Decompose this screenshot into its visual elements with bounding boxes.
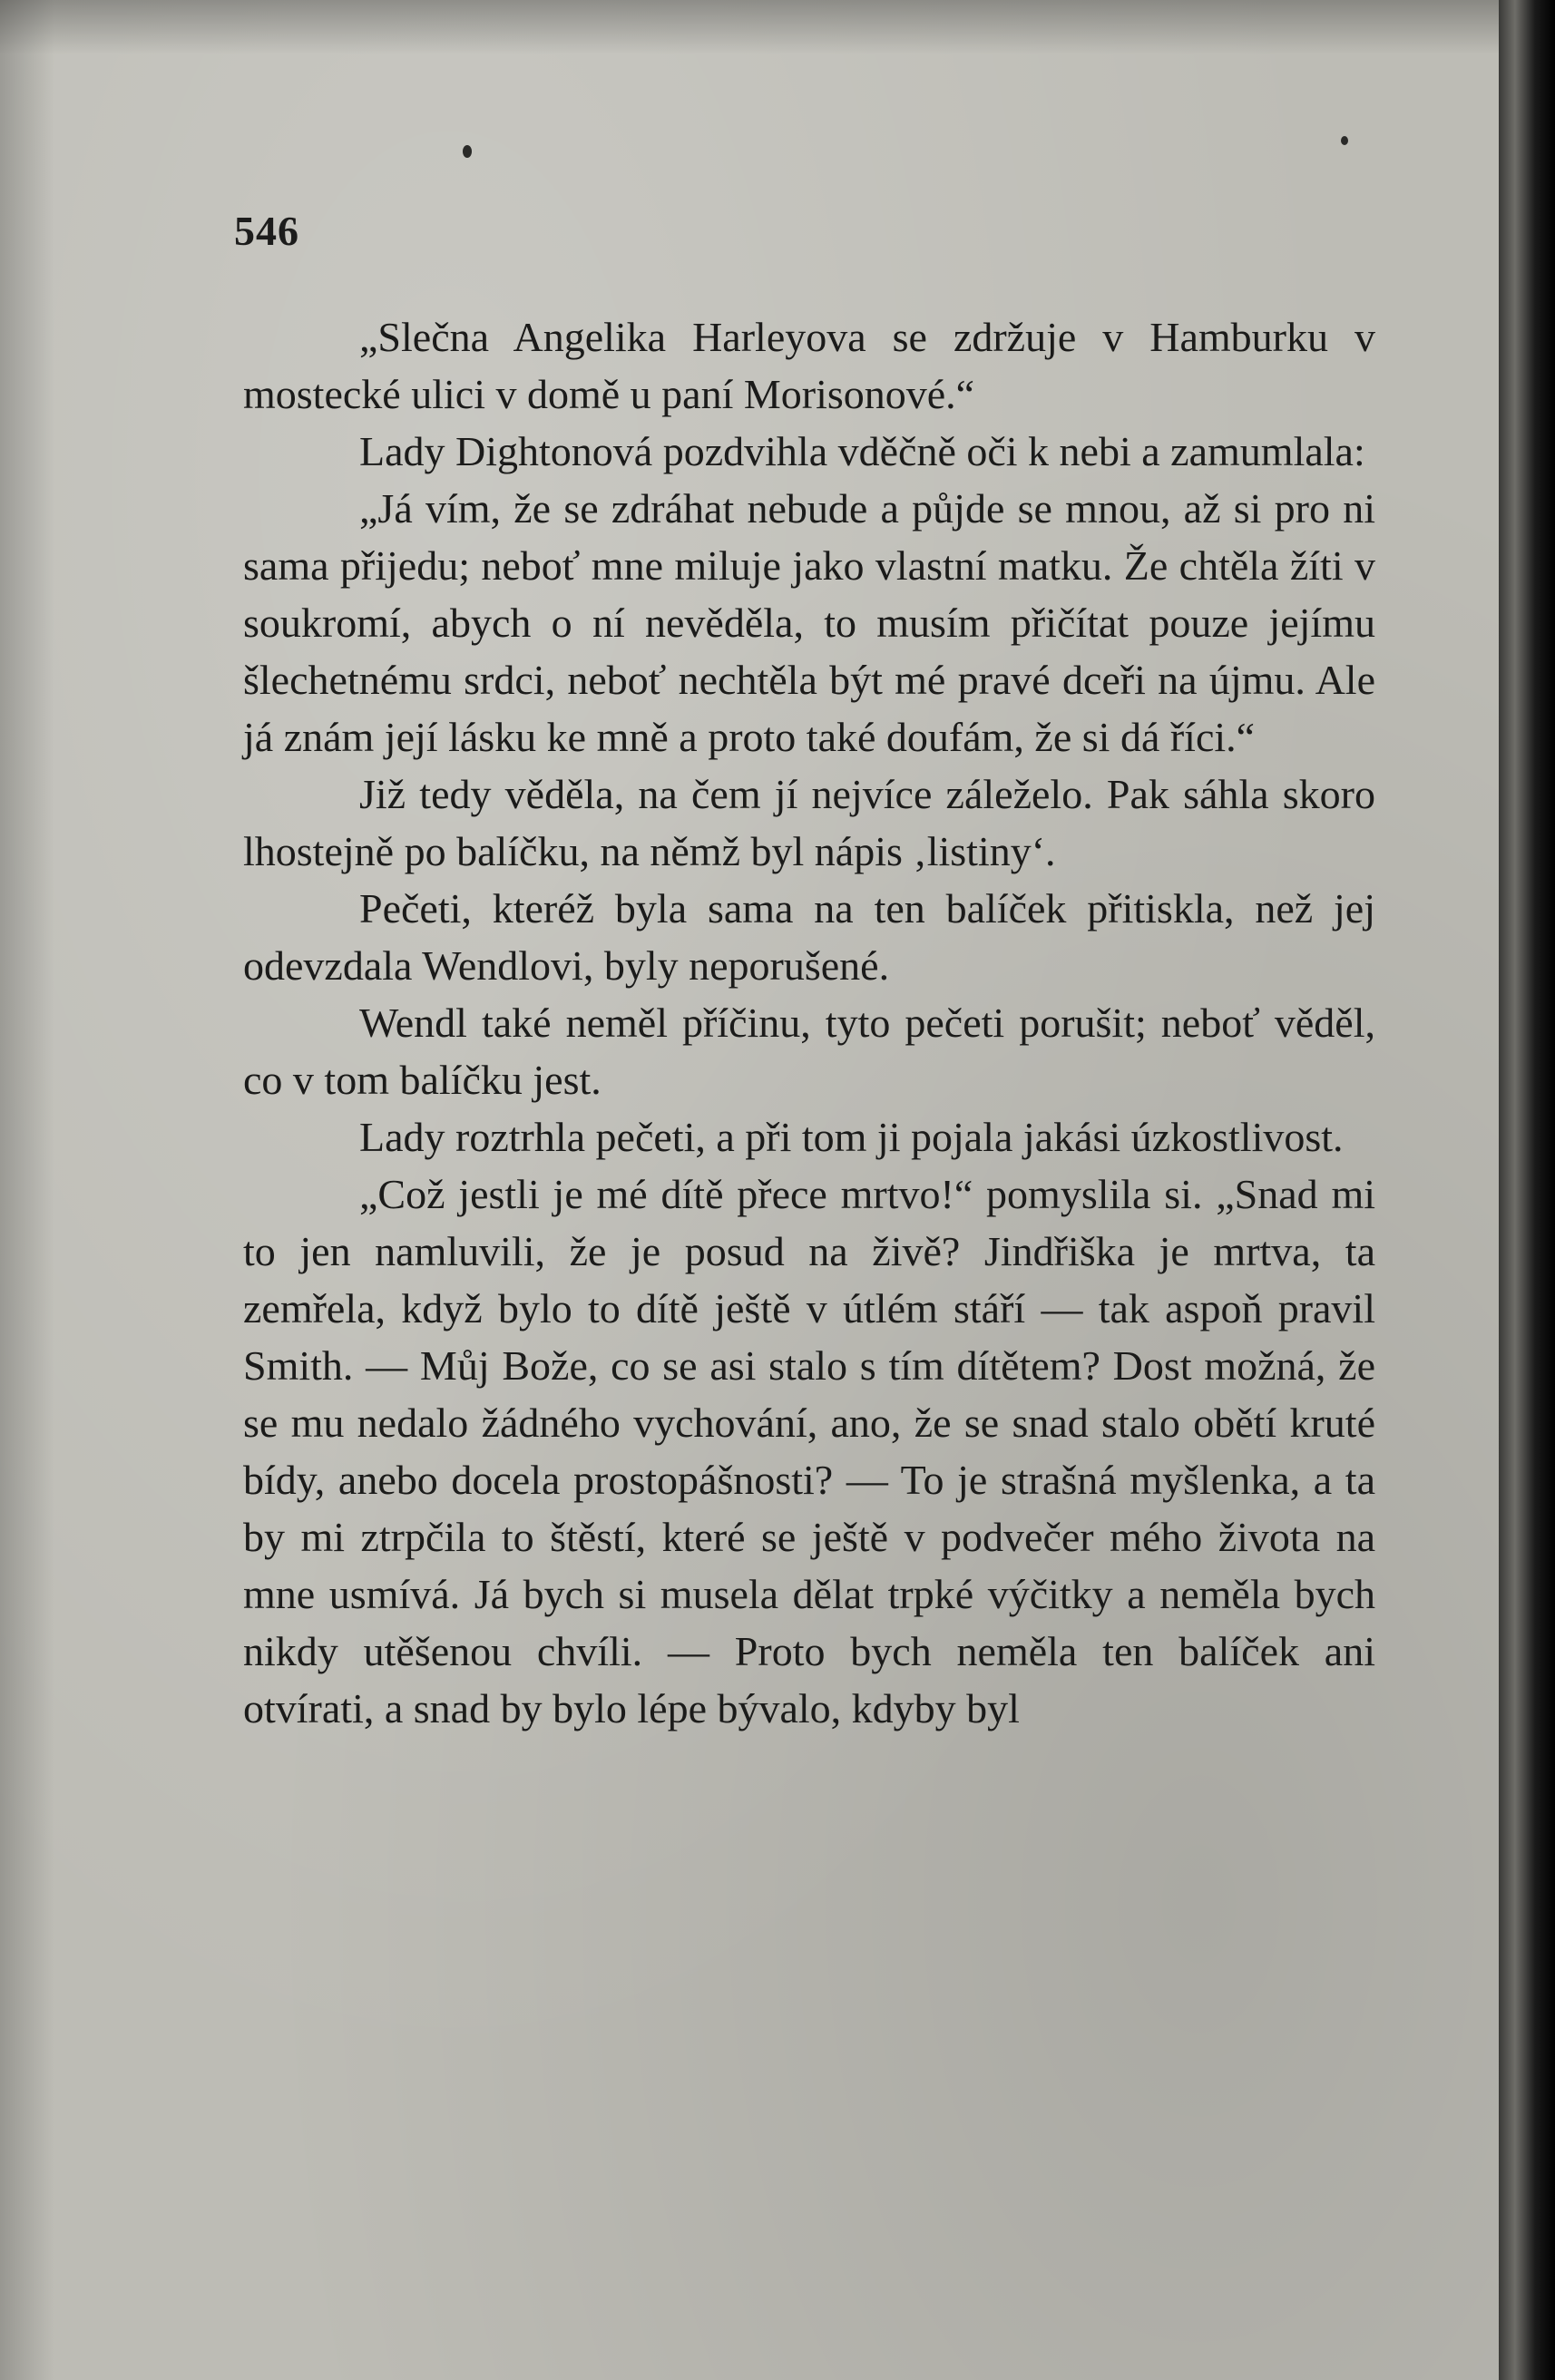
paragraph: Lady Dightonová pozdvihla vděčně oči k nebi a zamumlala: [359,428,1365,474]
paragraph: Již tedy věděla, na čem jí nejvíce záleželo. Pak sáhla skoro lhostejně po balíčku, na němž byl nápis ‚listiny‘. [243,771,1375,874]
page-edge [1499,0,1555,2380]
paragraph: Wendl také neměl příčinu, tyto pečeti porušit; neboť věděl, co v tom balíčku jest. [243,1000,1375,1103]
paragraph: „Což jestli je mé dítě přece mrtvo!“ pomyslila si. „Snad mi to jen namluvili, že je posud na živě? Jindřiška je mrtva, ta zemřela, když bylo to dítě ještě v útlém stáří — tak aspoň pravil Smith. — Můj Bože, co se asi stalo s tím dítětem? Dost možná, že se mu nedalo žádného vychování, ano, že se snad stalo obětí kruté bídy, anebo docela prostopášnosti? — To je strašná myšlenka, a ta by mi ztrpčila to štěstí, které se ještě v podvečer mého života na mne usmívá. Já bych si musela dělat trpké výčitky a neměla bych nikdy utěšenou chvíli. — Proto bych neměla ten balíček ani otvírati, a snad by bylo lépe bývalo, kdyby byl [243,1171,1375,1731]
page-top-shadow [0,0,1499,54]
paragraph: „Já vím, že se zdráhat nebude a půjde se mnou, až si pro ni sama přijedu; neboť mne miluje jako vlastní matku. Že chtěla žíti v soukromí, abych o ní nevěděla, to musím přičítat pouze jejímu šlechetnému srdci, neboť nechtěla být mé pravé dceři na újmu. Ale já znám její lásku ke mně a proto také doufám, že si dá říci.“ [243,485,1375,760]
paragraph: Lady roztrhla pečeti, a při tom ji pojala jakási úzkostlivost. [359,1114,1344,1160]
page-number: 546 [234,208,299,254]
ink-speck [463,145,472,158]
paragraph: „Slečna Angelika Harleyova se zdržuje v Hamburku v mostecké ulici v domě u paní Morisonové.“ [243,314,1375,417]
ink-speck [1341,136,1348,145]
body-text [243,308,1375,1737]
page-left-shadow [0,0,54,2380]
paragraph: Pečeti, kteréž byla sama na ten balíček přitiskla, než jej odevzdala Wendlovi, byly neporušené. [243,885,1375,989]
